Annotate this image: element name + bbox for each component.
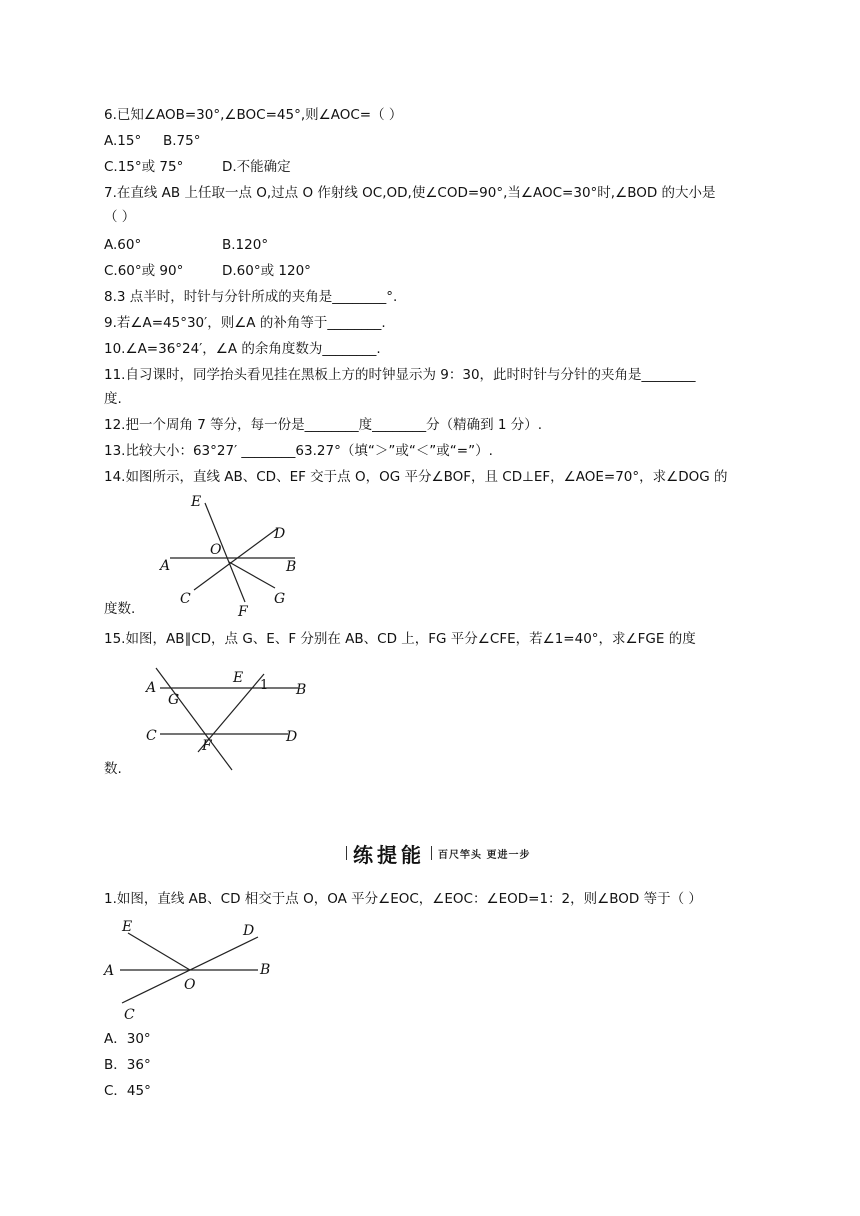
q12-text: 12.把一个周角 7 等分，每一份是________度________分（精确到 1 分）. xyxy=(104,417,543,433)
p1-option-a: A．30° xyxy=(104,1031,151,1047)
label-f: F xyxy=(238,604,248,620)
banner-title: 练提能 xyxy=(353,842,425,867)
label-a: A xyxy=(146,680,157,696)
p1-text: 1.如图，直线 AB、CD 相交于点 O，OA 平分∠EOC，∠EOC：∠EOD=1：2，则∠BOD 等于（ ） xyxy=(104,891,702,907)
label-e: E xyxy=(233,670,244,686)
p1-option-b: B．36° xyxy=(104,1057,151,1073)
q14-figure xyxy=(150,490,310,620)
label-o: O xyxy=(210,542,222,558)
q14-text-cont: 度数. xyxy=(104,601,136,617)
line-fg xyxy=(156,668,232,770)
q15-figure xyxy=(140,662,320,774)
q15-text: 15.如图，AB∥CD，点 G、E、F 分别在 AB、CD 上，FG 平分∠CFE，若∠1=40°，求∠FGE 的度 xyxy=(104,631,696,647)
label-a: A xyxy=(160,558,171,574)
q13-text: 13.比较大小：63°27′ ________63.27°（填“＞”或“＜”或“=”）. xyxy=(104,443,493,459)
q7-text-cont: （ ） xyxy=(104,209,136,225)
label-g: G xyxy=(168,692,180,708)
section-banner xyxy=(340,838,530,868)
label-f: F xyxy=(202,738,212,754)
q14-text: 14.如图所示，直线 AB、CD、EF 交于点 O，OG 平分∠BOF，且 CD⊥EF，∠AOE=70°，求∠DOG 的 xyxy=(104,469,728,485)
q7-option-d: D.60°或 120° xyxy=(222,263,311,279)
label-d: D xyxy=(243,923,255,939)
q9-text: 9.若∠A=45°30′，则∠A 的补角等于________. xyxy=(104,315,386,331)
q8-text: 8.3 点半时，时针与分针所成的夹角是________°. xyxy=(104,289,398,305)
p1-figure xyxy=(98,915,288,1025)
banner-subtitle: 百尺竿头 更进一步 xyxy=(438,849,531,861)
q11-text-cont: 度. xyxy=(104,391,122,407)
q6-option-c: C.15°或 75° xyxy=(104,159,184,175)
label-b: B xyxy=(296,682,307,698)
q10-text: 10.∠A=36°24′，∠A 的余角度数为________. xyxy=(104,341,381,357)
q6-option-b: B.75° xyxy=(163,133,201,149)
label-g: G xyxy=(274,591,286,607)
label-c: C xyxy=(180,591,191,607)
q7-option-a: A.60° xyxy=(104,237,142,253)
label-c: C xyxy=(124,1007,135,1023)
label-o: O xyxy=(184,977,196,993)
label-e: E xyxy=(122,919,133,935)
label-e: E xyxy=(191,494,202,510)
q6-option-d: D.不能确定 xyxy=(222,159,291,175)
banner-divider xyxy=(346,846,347,860)
q7-text: 7.在直线 AB 上任取一点 O,过点 O 作射线 OC,OD,使∠COD=90°,当∠AOC=30°时,∠BOD 的大小是 xyxy=(104,185,716,201)
label-d: D xyxy=(286,729,298,745)
q11-text: 11.自习课时，同学抬头看见挂在黑板上方的时钟显示为 9：30，此时时针与分针的夹角是________ xyxy=(104,367,696,383)
p1-option-c: C．45° xyxy=(104,1083,151,1099)
label-b: B xyxy=(260,962,271,978)
label-d: D xyxy=(274,526,286,542)
banner-divider xyxy=(431,846,432,860)
q6-option-a: A.15° xyxy=(104,133,142,149)
q15-text-cont: 数. xyxy=(104,761,122,777)
q7-option-b: B.120° xyxy=(222,237,269,253)
q7-option-c: C.60°或 90° xyxy=(104,263,184,279)
ray-og xyxy=(229,562,275,588)
label-c: C xyxy=(146,728,157,744)
label-a: A xyxy=(104,963,115,979)
q6-text: 6.已知∠AOB=30°,∠BOC=45°,则∠AOC=（ ） xyxy=(104,107,403,123)
label-angle-1: 1 xyxy=(260,678,269,693)
label-b: B xyxy=(286,559,297,575)
ray-oe xyxy=(128,933,190,970)
